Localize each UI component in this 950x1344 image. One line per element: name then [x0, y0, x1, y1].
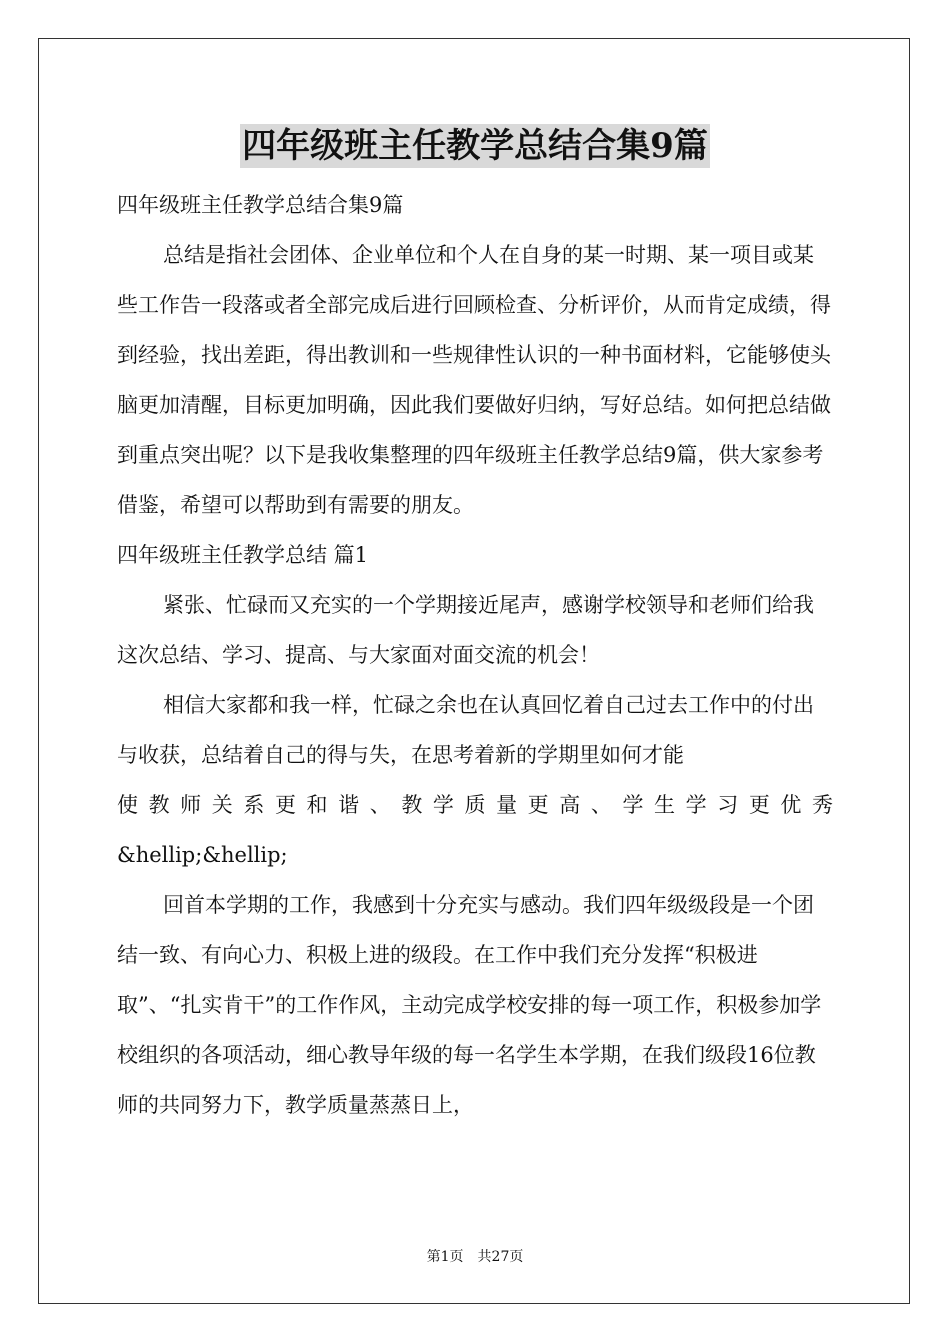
body-paragraph: 紧张、忙碌而又充实的一个学期接近尾声，感谢学校领导和老师们给我这次总结、学习、提高、与大家面对面交流的机会！: [117, 593, 814, 667]
ellipsis-entity-line: &hellip;&hellip;: [117, 843, 288, 867]
body-paragraph: 回首本学期的工作，我感到十分充实与感动。我们四年级级段是一个团结一致、有向心力、积极上进的级段。在工作中我们充分发挥“积极进取”、“扎实肯干”的工作作风，主动完成学校安排的每一项工作，积极参加学校组织的各项活动，细心教导年级的每一名学生本学期，在我们级段16位教师的共同努力下，教学质量蒸蒸日上，: [117, 893, 822, 1117]
intro-paragraph: 总结是指社会团体、企业单位和个人在自身的某一时期、某一项目或某些工作告一段落或者全部完成后进行回顾检查、分析评价，从而肯定成绩，得到经验，找出差距，得出教训和一些规律性认识的一种书面材料，它能够使头脑更加清醒，目标更加明确，因此我们要做好归纳，写好总结。如何把总结做到重点突出呢？以下是我收集整理的四年级班主任教学总结9篇，供大家参考借鉴，希望可以帮助到有需要的朋友。: [117, 243, 831, 517]
body-paragraph: 相信大家都和我一样，忙碌之余也在认真回忆着自己过去工作中的付出与收获，总结着自己的得与失，在思考着新的学期里如何才能: [117, 693, 814, 767]
title-container: [0, 124, 950, 168]
subtitle-line: 四年级班主任教学总结合集9篇: [117, 193, 404, 217]
body-paragraph-spread-line: 使教师关系更和谐、教学质量更高、学生学习更优秀: [117, 793, 833, 817]
page-footer: 第1页 共27页: [426, 1249, 524, 1265]
document-body: [117, 180, 833, 1130]
document-title: 四年级班主任教学总结合集9篇: [242, 126, 708, 166]
section-heading: 四年级班主任教学总结 篇1: [117, 543, 369, 567]
